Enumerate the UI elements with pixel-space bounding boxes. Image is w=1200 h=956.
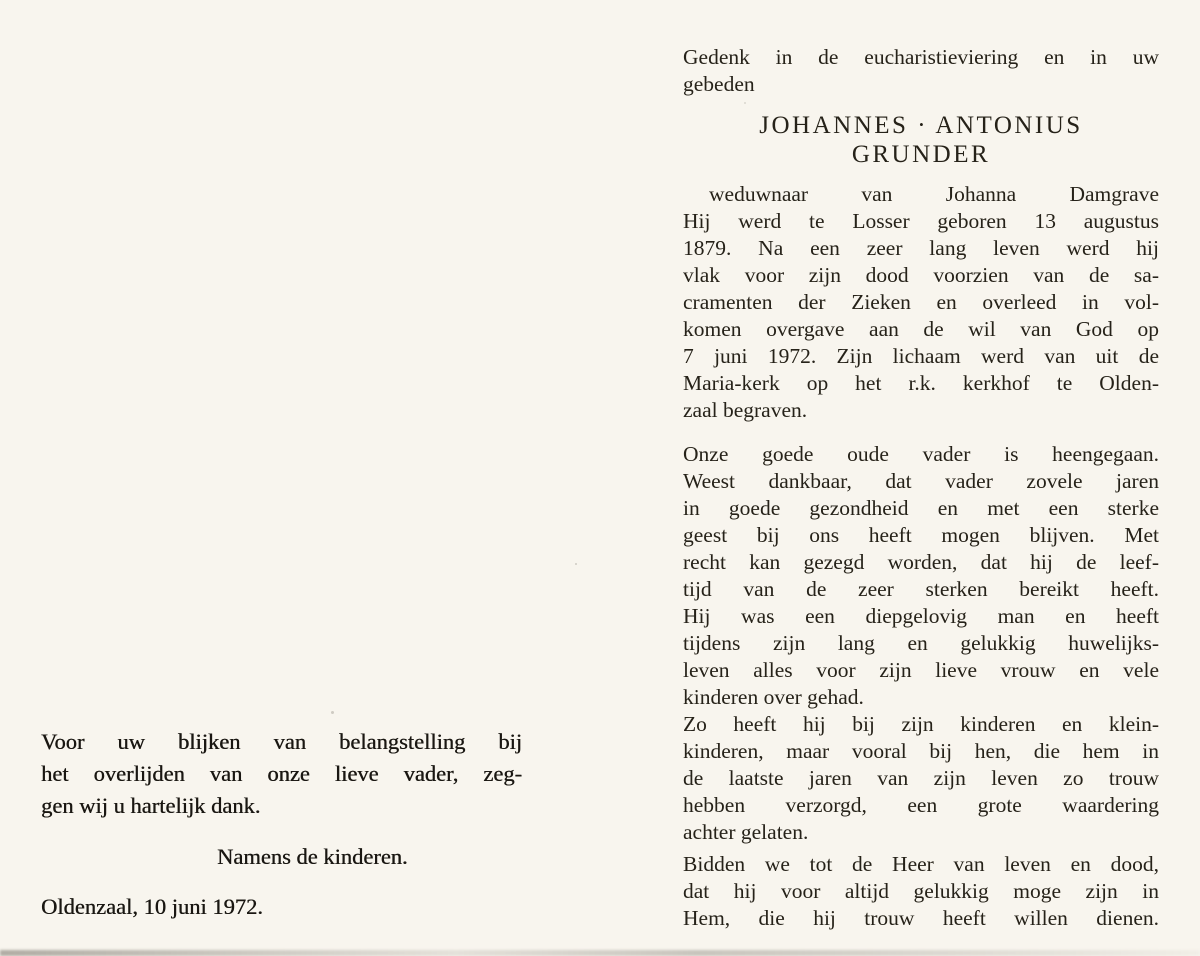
- text-line: weduwnaar van Johanna Damgrave: [709, 182, 1159, 206]
- text-line: 1879. Na een zeer lang leven werd hij: [683, 236, 1159, 260]
- text-line: kinderen over gehad.: [683, 685, 864, 709]
- prayer-paragraph: [683, 851, 1159, 932]
- text-line: leven alles voor zijn lieve vrouw en vele: [683, 658, 1159, 682]
- acknowledgement-paragraph: [41, 726, 522, 822]
- family-paragraph: [683, 711, 1159, 846]
- tribute-paragraph: [683, 441, 1159, 603]
- scan-speck: [331, 711, 334, 714]
- text-line: Hij werd te Losser geboren 13 augustus: [683, 209, 1159, 233]
- deceased-name-line-2: GRUNDER: [851, 141, 991, 168]
- text-line: Maria-kerk op het r.k. kerkhof te Olden-: [683, 371, 1159, 395]
- text-line: hebben verzorgd, een grote waardering: [683, 793, 1159, 817]
- deceased-name-line-1: JOHANNES · ANTONIUS: [759, 112, 1083, 139]
- text-line: recht kan gezegd worden, dat hij de leef-: [683, 550, 1159, 574]
- scan-edge-shadow: [0, 950, 1200, 956]
- text-line: Voor uw blijken van belangstelling bij: [41, 729, 522, 754]
- faith-paragraph: [683, 603, 1159, 711]
- text-line: kinderen, maar vooral bij hen, die hem in: [683, 739, 1159, 763]
- text-line: geest bij ons heeft mogen blijven. Met: [683, 523, 1159, 547]
- text-line: gebeden: [683, 72, 755, 96]
- text-line: cramenten der Zieken en overleed in vol-: [683, 290, 1159, 314]
- text-line: tijd van de zeer sterken bereikt heeft.: [683, 577, 1159, 601]
- text-line: Zo heeft hij bij zijn kinderen en klein-: [683, 712, 1159, 736]
- text-line: Weest dankbaar, dat vader zovele jaren: [683, 469, 1159, 493]
- text-line: Gedenk in de eucharistieviering en in uw: [683, 45, 1159, 69]
- deceased-name: [683, 111, 1159, 169]
- text-line: 7 juni 1972. Zijn lichaam werd van uit de: [683, 344, 1159, 368]
- acknowledgement-column: [41, 726, 522, 923]
- intro-paragraph: [683, 44, 1159, 98]
- text-line: Hem, die hij trouw heeft willen dienen.: [683, 906, 1159, 930]
- text-line: Onze goede oude vader is heengegaan.: [683, 442, 1159, 466]
- text-line: tijdens zijn lang en gelukkig huwelijks-: [683, 631, 1159, 655]
- memorial-column: [683, 44, 1159, 932]
- text-line: Hij was een diepgelovig man en heeft: [683, 604, 1159, 628]
- text-line: het overlijden van onze lieve vader, zeg-: [41, 761, 522, 786]
- text-line: zaal begraven.: [683, 398, 808, 422]
- text-line: in goede gezondheid en met een sterke: [683, 496, 1159, 520]
- biography-paragraph: [683, 181, 1159, 424]
- text-line: achter gelaten.: [683, 820, 809, 844]
- place-date-line: Oldenzaal, 10 juni 1972.: [41, 894, 263, 919]
- scan-speck: [575, 563, 577, 565]
- text-line: gen wij u hartelijk dank.: [41, 793, 261, 818]
- text-line: vlak voor zijn dood voorzien van de sa-: [683, 263, 1159, 287]
- signature-line: Namens de kinderen.: [217, 844, 408, 869]
- text-line: Bidden we tot de Heer van leven en dood,: [683, 852, 1159, 876]
- text-line: dat hij voor altijd gelukkig moge zijn in: [683, 879, 1159, 903]
- text-line: de laatste jaren van zijn leven zo trouw: [683, 766, 1159, 790]
- text-line: komen overgave aan de wil van God op: [683, 317, 1159, 341]
- scan-speck: [744, 102, 746, 104]
